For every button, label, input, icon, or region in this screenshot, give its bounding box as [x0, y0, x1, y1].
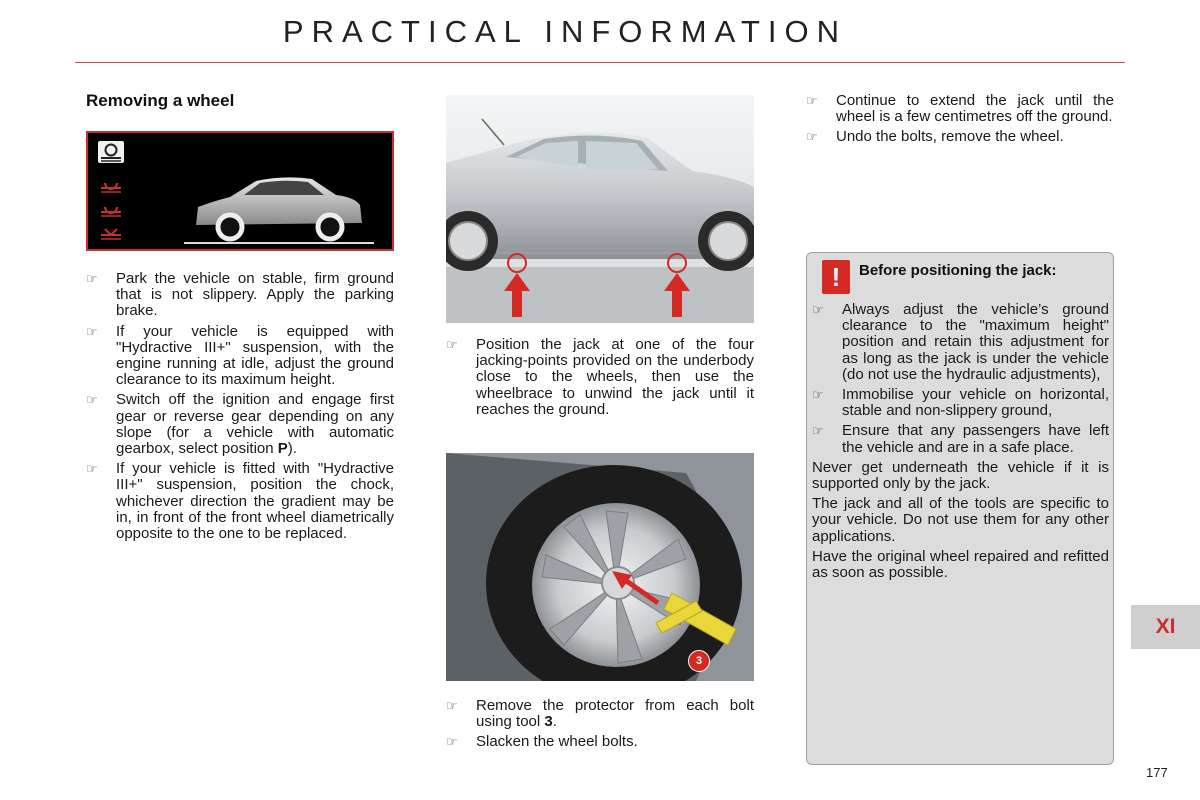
page-header-title: PRACTICAL INFORMATION — [282, 14, 848, 49]
pointing-hand-icon: ☞ — [812, 423, 824, 439]
warning-paragraph: The jack and all of the tools are specific to your vehicle. Do not use them for any other applications. — [812, 495, 1109, 545]
pointing-hand-icon: ☞ — [446, 734, 458, 750]
right-column — [806, 93, 1114, 150]
list-item: ☞ If your vehicle is equipped with "Hydractive III+" suspension, with the engine running at idle, adjust the ground clearance to its maximum height. — [86, 322, 394, 389]
car-silhouette-icon — [184, 167, 374, 247]
pointing-hand-icon: ☞ — [86, 461, 98, 477]
list-item: ☞ Continue to extend the jack until the wheel is a few centimetres off the ground. — [806, 92, 1114, 126]
list-item: ☞ Ensure that any passengers have left the vehicle and are in a safe place. — [812, 422, 1109, 456]
pointing-hand-icon: ☞ — [446, 337, 458, 352]
suspension-max-icon — [98, 141, 124, 163]
suspension-low-icon — [98, 225, 124, 247]
pointing-hand-icon: ☞ — [86, 271, 98, 286]
list-item: ☞ Switch off the ignition and engage first gear or reverse gear depending on any slope (for a vehicle with automatic gearbox, select position P). — [86, 391, 394, 458]
pointing-hand-icon: ☞ — [86, 392, 98, 408]
list-item: ☞ Park the vehicle on stable, firm ground that is not slippery. Apply the parking brake. — [86, 270, 394, 320]
warning-exclamation-icon: ! — [822, 260, 850, 294]
suspension-high-icon — [98, 175, 124, 197]
car-jacking-points-image — [446, 95, 754, 323]
chapter-tab[interactable]: XI — [1131, 605, 1200, 649]
list-item: ☞ Position the jack at one of the four jacking-points provided on the underbody close to the wheels, then use the wheelbrace to unwind the jack until it reaches the ground. — [446, 336, 754, 418]
pointing-hand-icon: ☞ — [806, 93, 818, 108]
warning-paragraph: Have the original wheel repaired and refitted as soon as possible. — [812, 547, 1109, 582]
warning-title: Before positioning the jack: — [859, 262, 1057, 279]
list-item: ☞ If your vehicle is fitted with "Hydractive III+" suspension, position the chock, whichever direction the gradient may be in, in front of the front wheel diametrically opposite to the one to be replaced. — [86, 460, 394, 543]
middle-column-bottom — [446, 698, 754, 755]
wheel-bolt-protector-image — [446, 453, 754, 681]
list-item: ☞ Slacken the wheel bolts. — [446, 733, 638, 751]
page-number: 177 — [1146, 765, 1168, 780]
left-column — [86, 271, 394, 546]
pointing-hand-icon: ☞ — [812, 302, 824, 317]
list-item: ☞ Remove the protector from each bolt using tool 3. — [446, 697, 754, 731]
section-title: Removing a wheel — [86, 91, 235, 110]
tool-number-label: 3 — [688, 650, 710, 672]
list-item: ☞ Immobilise your vehicle on horizontal, stable and non-slippery ground, — [812, 386, 1109, 420]
pointing-hand-icon: ☞ — [812, 387, 824, 403]
pointing-hand-icon: ☞ — [446, 698, 458, 713]
pointing-hand-icon: ☞ — [86, 323, 98, 339]
header-rule — [75, 62, 1125, 63]
list-item: ☞ Undo the bolts, remove the wheel. — [806, 128, 1064, 146]
list-item: ☞ Always adjust the vehicle’s ground clearance to the "maximum height" position and retain this adjustment for as long as the jack is under the vehicle (do not use the hydraulic adjustments), — [812, 301, 1109, 383]
middle-column-top — [446, 337, 754, 422]
suspension-normal-icon — [98, 201, 124, 223]
ground-clearance-display — [86, 131, 394, 251]
pointing-hand-icon: ☞ — [806, 129, 818, 145]
warning-box — [806, 252, 1114, 765]
warning-paragraph: Never get underneath the vehicle if it is supported only by the jack. — [812, 458, 1109, 493]
warning-body — [812, 302, 1109, 585]
